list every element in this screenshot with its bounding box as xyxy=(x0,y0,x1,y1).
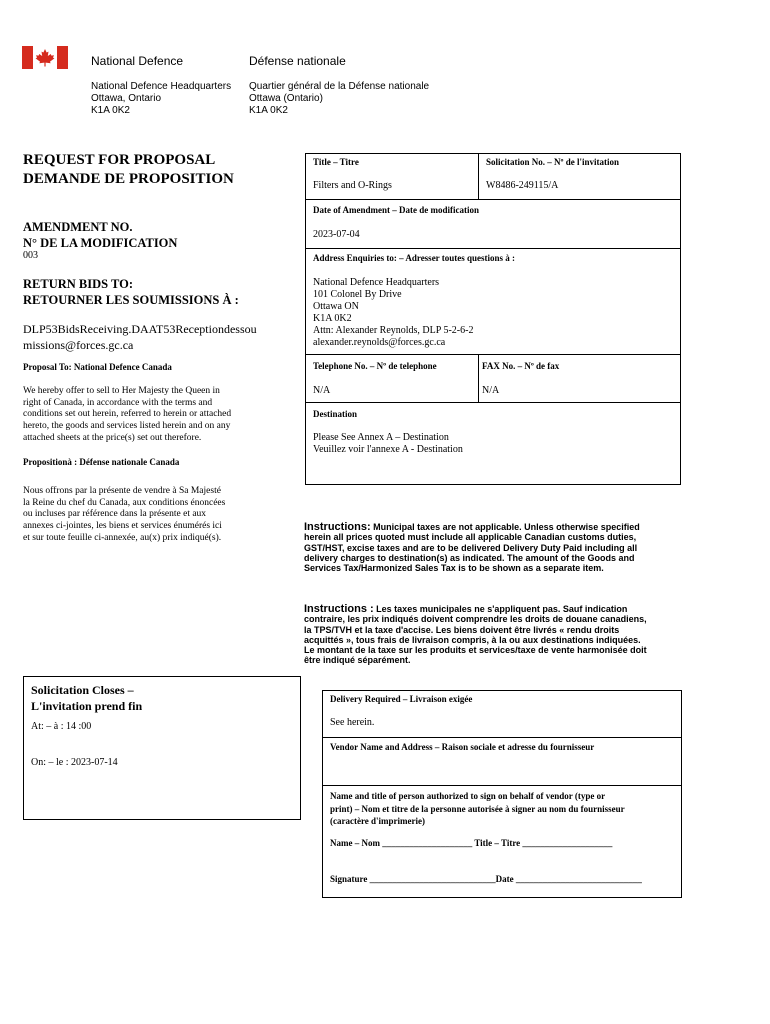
amendment-number: 003 xyxy=(23,250,38,261)
closing-time: At: – à : 14 :00 xyxy=(31,721,92,732)
fax-value: N/A xyxy=(482,385,500,396)
proposal-to: Proposal To: National Defence Canada xyxy=(23,362,172,372)
return-bids-email[interactable]: DLP53BidsReceiving.DAAT53Receptiondessou missions@forces.gc.ca xyxy=(23,322,257,352)
name-title-field[interactable]: Name – Nom ____________________ Title – Titre ____________________ xyxy=(330,838,613,848)
divider xyxy=(478,153,479,199)
enquiries-address: National Defence Headquarters 101 Colonel By Drive Ottawa ON K1A 0K2 Attn: Alexander Reynolds, DLP 5-2-6-2 alexander.reynolds@forces.gc.ca xyxy=(313,277,474,348)
divider xyxy=(478,354,479,402)
document-title: REQUEST FOR PROPOSAL DEMANDE DE PROPOSITION xyxy=(23,152,234,187)
closing-date: On: – le : 2023-07-14 xyxy=(31,757,118,768)
instructions-fr-body: Les taxes municipales ne s'appliquent pas. Sauf indication contraire, les prix indiqués doivent comprendre les droits de douane canadiens, la TPS/TVH et la taxe d'accise. Les biens doivent être livrés « rendu droits acquittés », tous frais de livraison compris, à la ou aux destinations indiquées. Le montant de la taxe sur les produits et services/taxe de vente harmonisée doit être indiqué séparément. xyxy=(304,604,647,666)
instructions-en xyxy=(304,522,649,573)
authorized-person-label: Name and title of person authorized to sign on behalf of vendor (type or print) – Nom et titre de la personne autorisée à signer au nom du fournisseur (caractère d'imprimerie) xyxy=(330,791,625,826)
divider xyxy=(322,785,682,786)
title-value: Filters and O-Rings xyxy=(313,180,392,191)
amendment-date-label: Date of Amendment – Date de modification xyxy=(313,205,479,215)
offer-text-en: We hereby offer to sell to Her Majesty the Queen in right of Canada, in accordance with the terms and conditions set out herein, referred to herein or attached hereto, the goods and services listed herein and on any attached sheets at the price(s) set out therefore. xyxy=(23,386,232,443)
divider xyxy=(322,737,682,738)
telephone-label: Telephone No. – Nº de telephone xyxy=(313,361,437,371)
amendment-date-value: 2023-07-04 xyxy=(313,229,360,240)
instructions-en-body: Municipal taxes are not applicable. Unless otherwise specified herein all prices quoted must include all applicable Canadian customs duties, GST/HST, excise taxes and are to be delivered Delivery Duty Paid including all delivery charges to destination(s) as indicated. The amount of the Goods and Services Tax/Harmonized Sales Tax is to be shown as a separate item. xyxy=(304,522,640,574)
vendor-name-address-label: Vendor Name and Address – Raison sociale et adresse du fournisseur xyxy=(330,742,595,752)
instructions-fr xyxy=(304,604,649,666)
instructions-en-heading: Instructions: xyxy=(304,521,371,533)
divider xyxy=(305,199,681,200)
dept-name-fr: Défense nationale xyxy=(249,54,346,68)
destination-value: Please See Annex A – Destination Veuillez voir l'annexe A - Destination xyxy=(313,432,463,455)
title-label: Title – Titre xyxy=(313,157,359,167)
solicitation-number-value: W8486-249115/A xyxy=(486,180,559,191)
canada-flag-logo xyxy=(22,46,68,69)
solicitation-number-label: Solicitation No. – Nº de l'invitation xyxy=(486,157,619,167)
amendment-heading: AMENDMENT NO. N° DE LA MODIFICATION xyxy=(23,220,178,250)
enquiries-label: Address Enquiries to: – Adresser toutes questions à : xyxy=(313,253,516,263)
solicitation-closes-title: Solicitation Closes – L'invitation prend fin xyxy=(31,683,143,713)
instructions-fr-heading: Instructions : xyxy=(304,603,374,615)
proposition-a: Propositionà : Défense nationale Canada xyxy=(23,457,180,467)
divider xyxy=(305,402,681,403)
fax-label: FAX No. – Nº de fax xyxy=(482,361,560,371)
hq-address-fr: Quartier général de la Défense nationale Ottawa (Ontario) K1A 0K2 xyxy=(249,81,430,116)
signature-date-field[interactable]: Signature ____________________________Date ____________________________ xyxy=(330,874,642,884)
solicitation-closes-box xyxy=(23,676,301,820)
telephone-value: N/A xyxy=(313,385,331,396)
delivery-required-label: Delivery Required – Livraison exigée xyxy=(330,694,473,704)
dept-name-en: National Defence xyxy=(91,54,184,68)
return-bids-heading: RETURN BIDS TO: RETOURNER LES SOUMISSIONS À : xyxy=(23,277,239,307)
offer-text-fr: Nous offrons par la présente de vendre à Sa Majesté la Reine du chef du Canada, aux conditions énoncées ou incluses par référence dans la présente et aux annexes ci-jointes, les biens et services énumérés ici et sur toute feuille ci-annexée, au(x) prix indiqué(s). xyxy=(23,486,226,543)
divider xyxy=(305,248,681,249)
divider xyxy=(305,354,681,355)
hq-address-en: National Defence Headquarters Ottawa, Ontario K1A 0K2 xyxy=(91,81,232,116)
destination-label: Destination xyxy=(313,409,358,419)
delivery-required-value: See herein. xyxy=(330,717,375,728)
